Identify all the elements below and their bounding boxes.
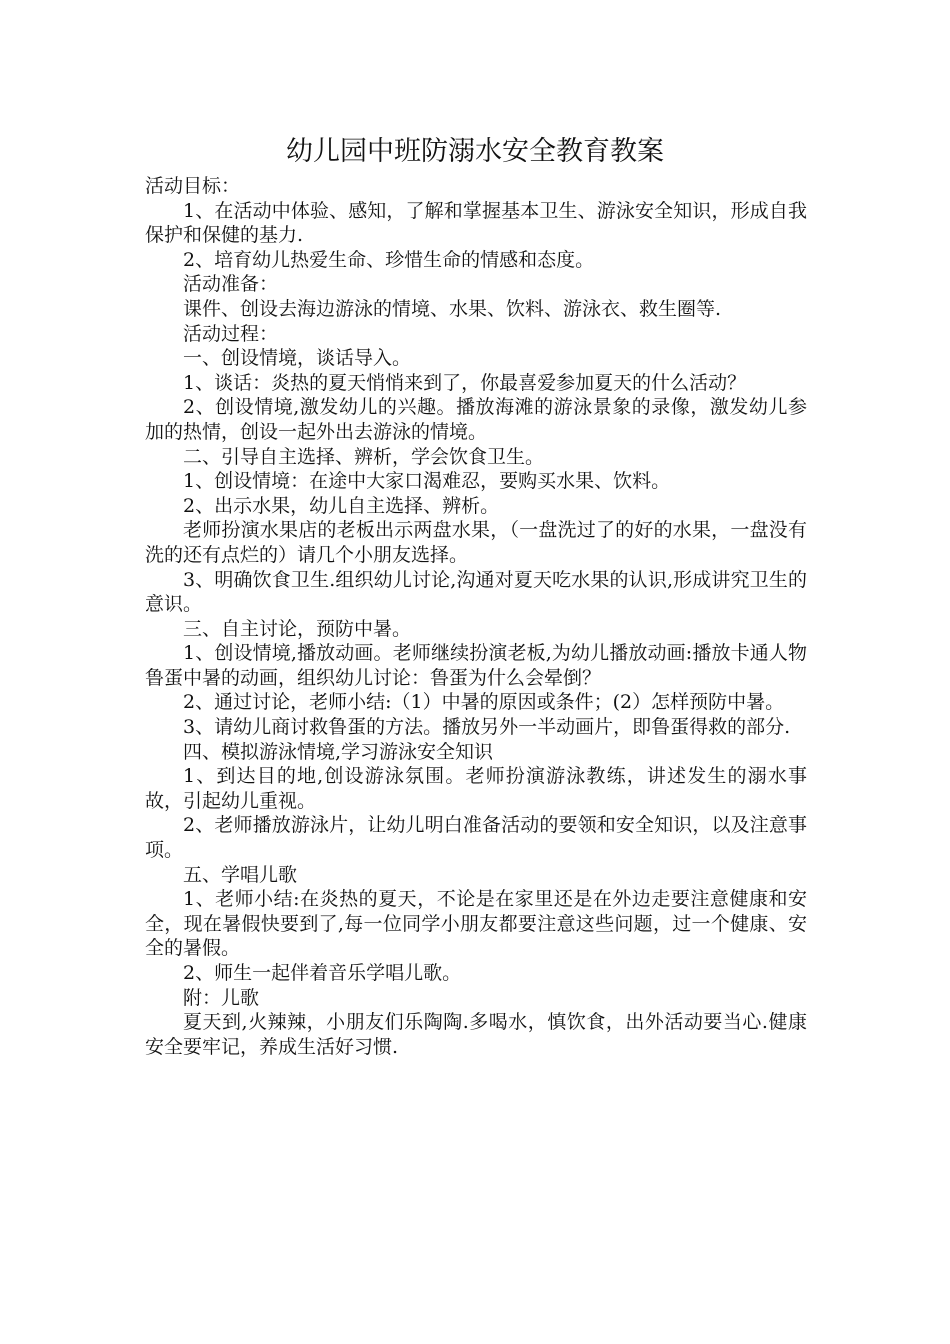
paragraph: 2、老师播放游泳片，让幼儿明白准备活动的要领和安全知识，以及注意事项。 [145, 814, 807, 862]
appendix-heading: 附：儿歌 [183, 986, 260, 1009]
paragraph: 1、在活动中体验、感知，了解和掌握基本卫生、游泳安全知识，形成自我保护和保健的基力. [145, 199, 807, 247]
paragraph: 1、谈话：炎热的夏天悄悄来到了，你最喜爱参加夏天的什么活动？ [183, 371, 747, 394]
paragraph: 3、明确饮食卫生.组织幼儿讨论,沟通对夏天吃水果的认识,形成讲究卫生的意识。 [145, 568, 807, 616]
paragraph: 1、老师小结:在炎热的夏天，不论是在家里还是在外边走要注意健康和安全，现在暑假快要到了,每一位同学小朋友都要注意这些问题，过一个健康、安全的暑假。 [145, 888, 807, 960]
paragraph: 老师扮演水果店的老板出示两盘水果，（一盘洗过了的好的水果，一盘没有洗的还有点烂的）请几个小朋友选择。 [145, 519, 807, 566]
step-heading-1: 一、创设情境，谈话导入。 [183, 347, 412, 370]
section-heading-goals: 活动目标： [145, 175, 241, 197]
step-heading-5: 五、学唱儿歌 [183, 863, 298, 886]
paragraph: 1、到达目的地,创设游泳氛围。老师扮演游泳教练，讲述发生的溺水事故，引起幼儿重视。 [145, 765, 807, 812]
document-body [145, 174, 807, 1059]
section-heading-preparation: 活动准备： [183, 273, 279, 296]
paragraph: 课件、创设去海边游泳的情境、水果、饮料、游泳衣、救生圈等. [183, 297, 722, 320]
nursery-rhyme: 夏天到,火辣辣，小朋友们乐陶陶.多喝水，慎饮食，出外活动要当心.健康安全要牢记，养成生活好习惯. [145, 1011, 807, 1058]
paragraph: 1、创设情境：在途中大家口渴难忍，要购买水果、饮料。 [183, 470, 671, 493]
paragraph: 2、通过讨论，老师小结:（1）中暑的原因或条件；(2）怎样预防中暑。 [183, 691, 785, 714]
paragraph: 2、出示水果，幼儿自主选择、辨析。 [183, 494, 500, 517]
step-heading-3: 三、自主讨论，预防中暑。 [183, 617, 412, 640]
paragraph: 2、创设情境,激发幼儿的兴趣。播放海滩的游泳景象的录像，激发幼儿参加的热情，创设一起外出去游泳的情境。 [145, 396, 807, 443]
document-title: 幼儿园中班防溺水安全教育教案 [286, 136, 664, 167]
paragraph: 3、请幼儿商讨救鲁蛋的方法。播放另外一半动画片，即鲁蛋得救的部分. [183, 716, 791, 739]
step-heading-2: 二、引导自主选择、辨析，学会饮食卫生。 [183, 445, 545, 468]
section-heading-process: 活动过程： [183, 322, 279, 345]
step-heading-4: 四、模拟游泳情境,学习游泳安全知识 [183, 740, 494, 763]
paragraph: 1、创设情境,播放动画。老师继续扮演老板,为幼儿播放动画:播放卡通人物鲁蛋中暑的动画，组织幼儿讨论：鲁蛋为什么会晕倒？ [145, 642, 807, 689]
paragraph: 2、师生一起伴着音乐学唱儿歌。 [183, 962, 462, 984]
paragraph: 2、培育幼儿热爱生命、珍惜生命的情感和态度。 [183, 248, 595, 271]
